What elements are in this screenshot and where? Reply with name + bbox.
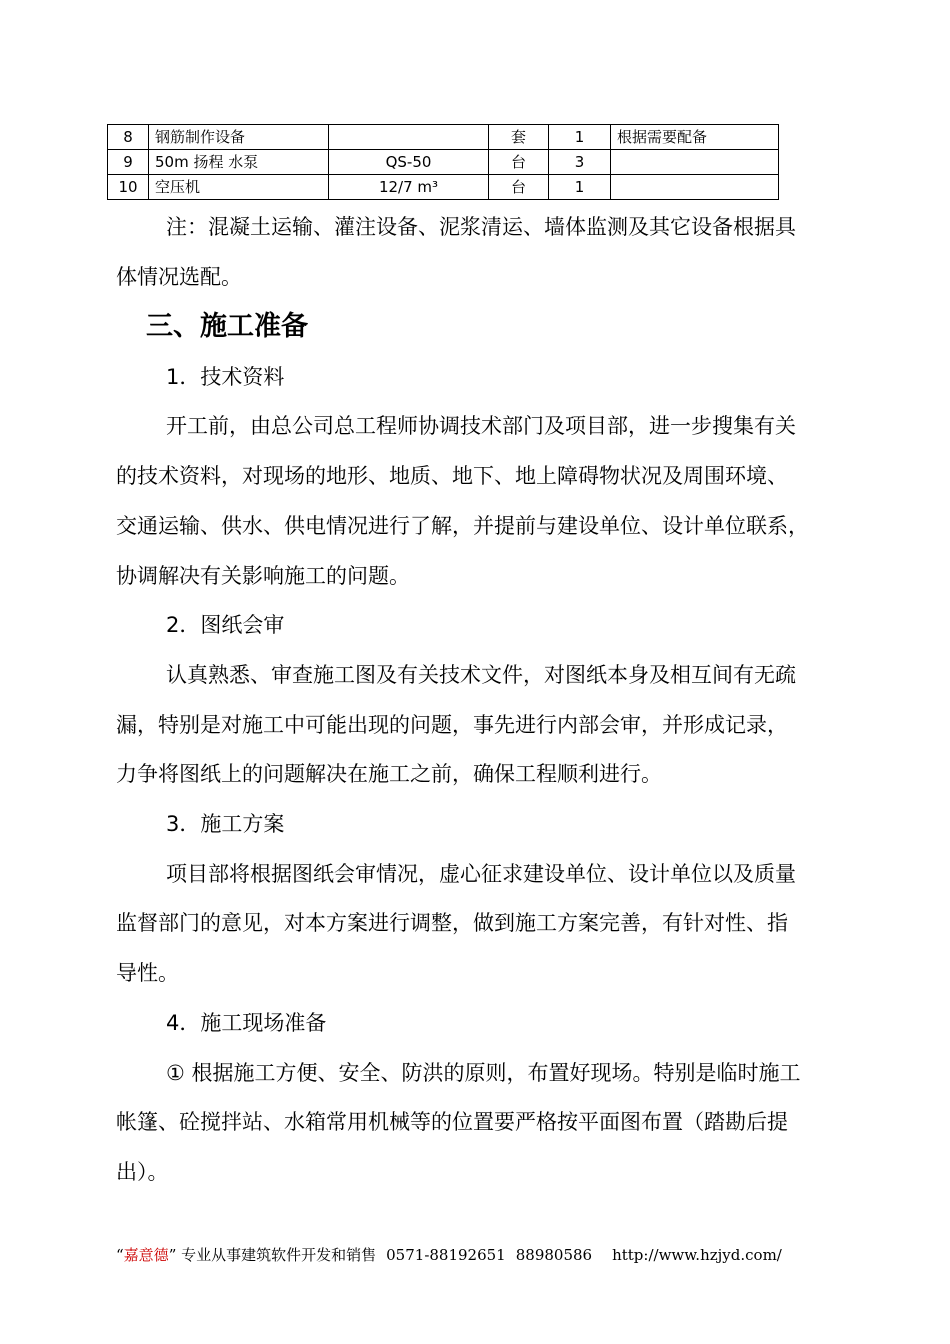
equipment-name: 50m 扬程 水泵 bbox=[149, 150, 329, 175]
section-title: 三、施工准备 bbox=[146, 311, 308, 342]
equipment-unit: 台 bbox=[489, 175, 549, 200]
equipment-model bbox=[329, 125, 489, 150]
equipment-name: 空压机 bbox=[149, 175, 329, 200]
equipment-name: 钢筋制作设备 bbox=[149, 125, 329, 150]
paragraph-line: 开工前，由总公司总工程师协调技术部门及项目部，进一步搜集有关 bbox=[166, 414, 796, 438]
footer-phone-2: 88980586 bbox=[515, 1246, 593, 1264]
paragraph-line: ① 根据施工方便、安全、防洪的原则，布置好现场。特别是临时施工 bbox=[166, 1061, 801, 1085]
equipment-table bbox=[107, 124, 779, 200]
paragraph-line: 漏，特别是对施工中可能出现的问题，事先进行内部会审，并形成记录， bbox=[116, 713, 788, 737]
row-number: 10 bbox=[108, 175, 149, 200]
subsection-title-2: 2．图纸会审 bbox=[166, 613, 285, 637]
equipment-unit: 台 bbox=[489, 150, 549, 175]
subsection-title-3: 3．施工方案 bbox=[166, 812, 285, 836]
paragraph-line: 认真熟悉、审查施工图及有关技术文件，对图纸本身及相互间有无疏 bbox=[166, 663, 796, 687]
page-footer bbox=[116, 1244, 782, 1266]
equipment-remark bbox=[611, 150, 779, 175]
row-number: 9 bbox=[108, 150, 149, 175]
equipment-model: QS-50 bbox=[329, 150, 489, 175]
paragraph-line: 项目部将根据图纸会审情况，虚心征求建设单位、设计单位以及质量 bbox=[166, 862, 796, 886]
equipment-quantity: 1 bbox=[549, 125, 611, 150]
footer-phone-1: 0571-88192651 bbox=[386, 1246, 506, 1264]
note-line-1: 注：混凝土运输、灌注设备、泥浆清运、墙体监测及其它设备根据具 bbox=[166, 215, 796, 239]
subsection-title-1: 1．技术资料 bbox=[166, 365, 285, 389]
paragraph-line: 帐篷、砼搅拌站、水箱常用机械等的位置要严格按平面图布置（踏勘后提 bbox=[116, 1110, 788, 1134]
subsection-title-4: 4．施工现场准备 bbox=[166, 1011, 327, 1035]
paragraph-line: 导性。 bbox=[116, 961, 179, 985]
paragraph-line: 力争将图纸上的问题解决在施工之前，确保工程顺利进行。 bbox=[116, 762, 662, 786]
paragraph-line: 的技术资料，对现场的地形、地质、地下、地上障碍物状况及周围环境、 bbox=[116, 464, 788, 488]
equipment-quantity: 3 bbox=[549, 150, 611, 175]
table-row bbox=[108, 125, 779, 150]
table-row bbox=[108, 150, 779, 175]
note-line-2: 体情况选配。 bbox=[116, 265, 242, 289]
footer-url[interactable]: http://www.hzjyd.com/ bbox=[612, 1246, 782, 1264]
paragraph-line: 交通运输、供水、供电情况进行了解，并提前与建设单位、设计单位联系， bbox=[116, 514, 809, 538]
footer-brand: 嘉意德 bbox=[123, 1246, 169, 1264]
footer-slogan: 专业从事建筑软件开发和销售 bbox=[176, 1246, 377, 1264]
equipment-model: 12/7 m³ bbox=[329, 175, 489, 200]
equipment-remark: 根据需要配备 bbox=[611, 125, 779, 150]
equipment-quantity: 1 bbox=[549, 175, 611, 200]
paragraph-line: 协调解决有关影响施工的问题。 bbox=[116, 564, 410, 588]
equipment-remark bbox=[611, 175, 779, 200]
paragraph-line: 监督部门的意见，对本方案进行调整，做到施工方案完善，有针对性、指 bbox=[116, 911, 788, 935]
footer-quote-close: ” bbox=[168, 1246, 177, 1264]
table-row bbox=[108, 175, 779, 200]
footer-quote-open: “ bbox=[116, 1246, 124, 1264]
row-number: 8 bbox=[108, 125, 149, 150]
equipment-unit: 套 bbox=[489, 125, 549, 150]
paragraph-line: 出）。 bbox=[116, 1160, 169, 1184]
